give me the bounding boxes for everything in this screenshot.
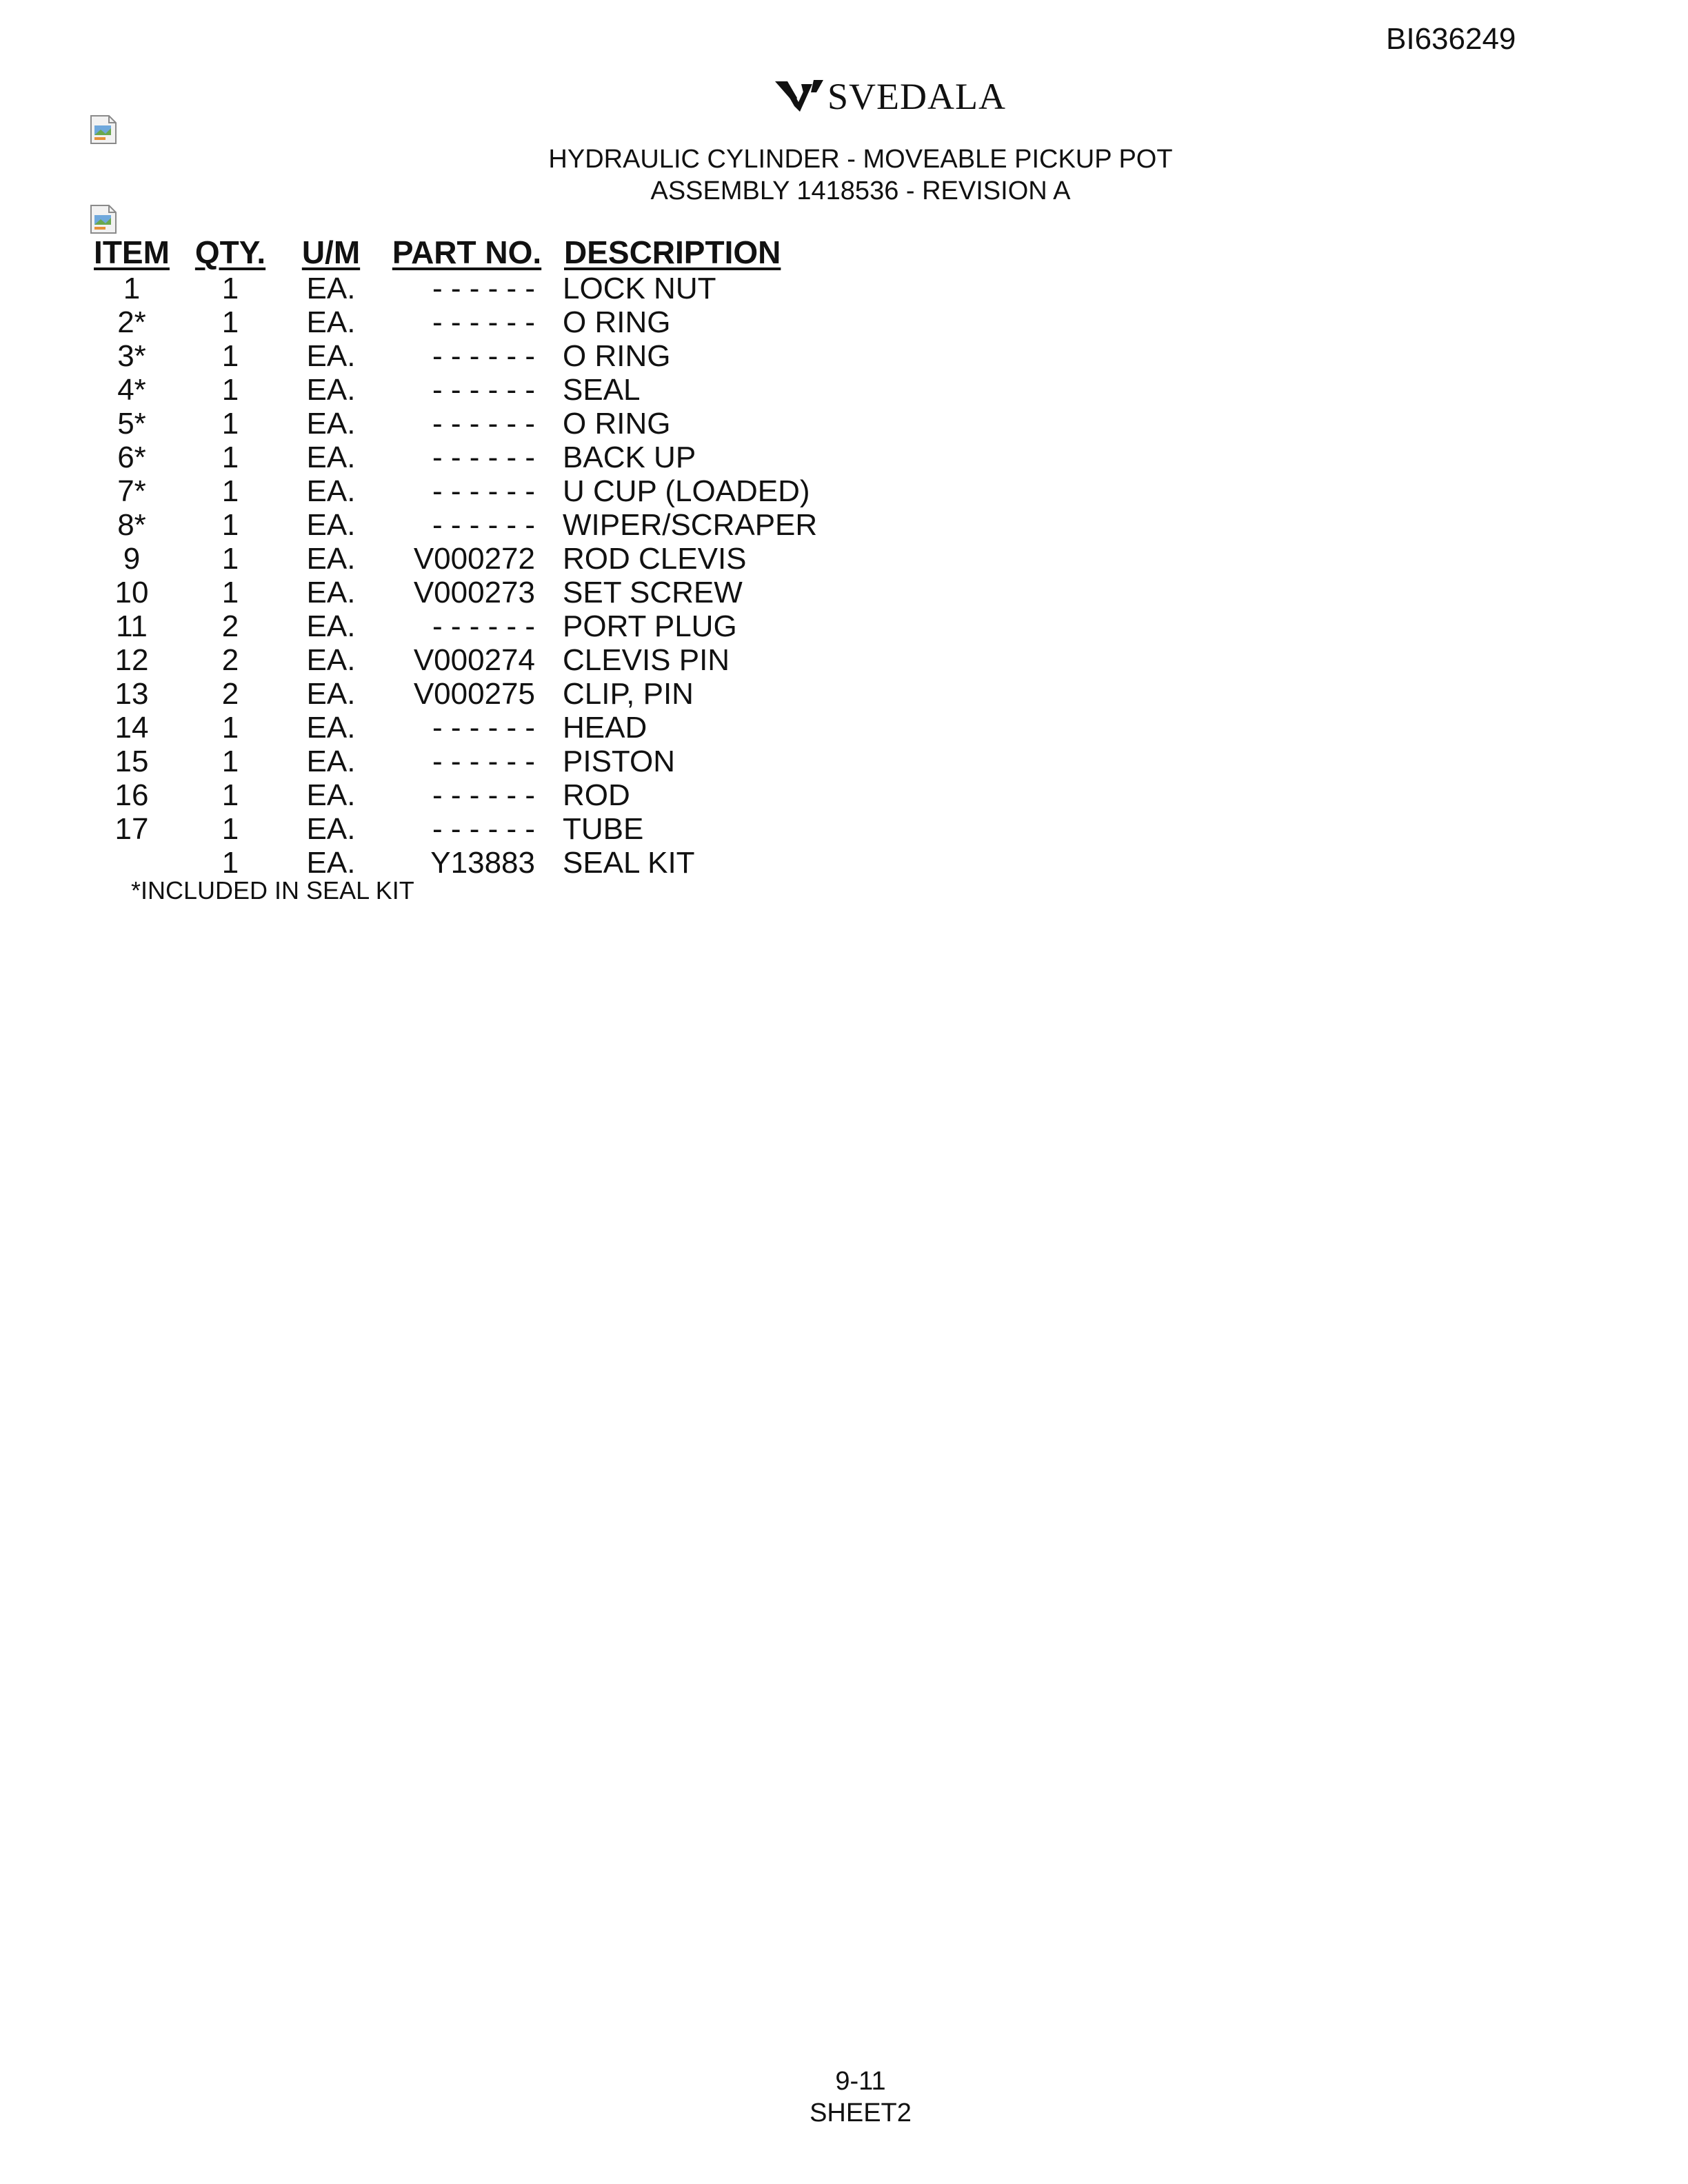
header-part-no: PART NO. [392,234,542,270]
cell-qty: 1 [221,305,239,339]
cell-item: 1 [123,272,141,305]
cell-qty: 1 [221,576,239,609]
table-row [92,305,840,339]
table-header-row [92,233,840,272]
broken-image-icon [90,114,117,145]
cell-qty: 1 [221,778,239,812]
cell-description: LOCK NUT [563,272,716,305]
cell-part-no: V000272 [413,542,535,576]
cell-um: EA. [306,373,356,407]
title-line-1: HYDRAULIC CYLINDER - MOVEABLE PICKUP POT [548,145,1173,174]
cell-description: ROD [563,778,630,812]
cell-item: 8* [117,508,146,542]
cell-qty: 2 [221,609,239,643]
cell-part-no: V000273 [413,576,535,609]
cell-item: 14 [114,711,149,745]
cell-part-no: - - - - - - [432,474,535,508]
cell-part-no: - - - - - - [432,272,535,305]
table-row [92,508,840,542]
cell-qty: 1 [221,373,239,407]
footnote: *INCLUDED IN SEAL KIT [131,876,414,904]
cell-um: EA. [306,609,356,643]
table-row [92,441,840,474]
cell-description: SEAL KIT [563,846,695,880]
cell-qty: 1 [221,508,239,542]
cell-um: EA. [306,778,356,812]
cell-part-no: - - - - - - [432,441,535,474]
cell-qty: 1 [221,272,239,305]
cell-item: 17 [114,812,149,846]
cell-description: SET SCREW [563,576,743,609]
parts-table-body [92,272,840,880]
cell-part-no: Y13883 [430,846,535,880]
cell-um: EA. [306,846,356,880]
logo-text: SVEDALA [827,76,1006,117]
cell-qty: 1 [221,474,239,508]
document-id: BI636249 [1386,22,1516,56]
cell-um: EA. [306,474,356,508]
cell-description: O RING [563,305,671,339]
cell-um: EA. [306,508,356,542]
header-description: DESCRIPTION [564,234,781,270]
cell-item [92,846,171,880]
table-row [92,711,840,745]
cell-item: 16 [114,778,149,812]
sheet-label: SHEET2 [810,2099,912,2127]
table-row [92,643,840,677]
table-row [92,745,840,778]
cell-description: BACK UP [563,441,696,474]
cell-description: CLEVIS PIN [563,643,730,677]
cell-qty: 1 [221,745,239,778]
cell-part-no: - - - - - - [432,745,535,778]
cell-part-no: - - - - - - [432,812,535,846]
cell-um: EA. [306,745,356,778]
cell-description: U CUP (LOADED) [563,474,810,508]
cell-qty: 1 [221,441,239,474]
cell-description: HEAD [563,711,647,745]
cell-item: 5* [117,407,146,441]
cell-item: 13 [114,677,149,711]
table-row [92,677,840,711]
cell-description: PORT PLUG [563,609,737,643]
cell-part-no: - - - - - - [432,508,535,542]
cell-qty: 1 [221,407,239,441]
cell-item: 7* [117,474,146,508]
cell-item: 4* [117,373,146,407]
cell-part-no: - - - - - - [432,305,535,339]
cell-part-no: - - - - - - [432,711,535,745]
cell-um: EA. [306,643,356,677]
cell-um: EA. [306,305,356,339]
cell-um: EA. [306,339,356,373]
document-title [0,143,1688,207]
cell-um: EA. [306,272,356,305]
cell-description: WIPER/SCRAPER [563,508,818,542]
table-row [92,272,840,305]
cell-item: 10 [114,576,149,609]
table-row [92,576,840,609]
cell-part-no: - - - - - - [432,339,535,373]
cell-item: 11 [116,609,148,643]
table-row [92,373,840,407]
table-row [92,542,840,576]
cell-part-no: - - - - - - [432,609,535,643]
table-row [92,407,840,441]
svedala-logo-mark-icon [774,77,825,116]
cell-qty: 1 [221,542,239,576]
cell-um: EA. [306,812,356,846]
cell-item: 3* [117,339,146,373]
cell-item: 6* [117,441,146,474]
header-qty: QTY. [194,234,266,270]
cell-item: 12 [114,643,149,677]
cell-item: 15 [114,745,149,778]
cell-um: EA. [306,711,356,745]
page-number: 9-11 [835,2067,886,2096]
cell-qty: 1 [221,339,239,373]
cell-description: O RING [563,407,671,441]
cell-part-no: - - - - - - [432,373,535,407]
cell-qty: 2 [221,677,239,711]
cell-qty: 1 [221,711,239,745]
cell-qty: 1 [221,812,239,846]
cell-um: EA. [306,441,356,474]
cell-part-no: - - - - - - [432,407,535,441]
cell-qty: 2 [221,643,239,677]
cell-description: ROD CLEVIS [563,542,747,576]
table-row [92,339,840,373]
svedala-logo [774,74,1006,119]
cell-description: SEAL [563,373,641,407]
table-row [92,846,840,880]
table-row [92,778,840,812]
cell-part-no: - - - - - - [432,778,535,812]
cell-part-no: V000275 [413,677,535,711]
page-footer [0,2065,1688,2129]
header-item: ITEM [94,234,170,270]
table-row [92,609,840,643]
cell-part-no: V000274 [413,643,535,677]
cell-um: EA. [306,576,356,609]
cell-description: TUBE [563,812,644,846]
title-line-2: ASSEMBLY 1418536 - REVISION A [650,176,1071,205]
broken-image-icon [90,204,117,234]
cell-um: EA. [306,407,356,441]
cell-description: CLIP, PIN [563,677,694,711]
cell-qty: 1 [221,846,239,880]
header-um: U/M [301,234,361,270]
cell-um: EA. [306,542,356,576]
cell-item: 2* [117,305,146,339]
cell-item: 9 [123,542,141,576]
table-row [92,812,840,846]
cell-um: EA. [306,677,356,711]
cell-description: O RING [563,339,671,373]
cell-description: PISTON [563,745,676,778]
parts-list-table [92,233,840,880]
table-row [92,474,840,508]
